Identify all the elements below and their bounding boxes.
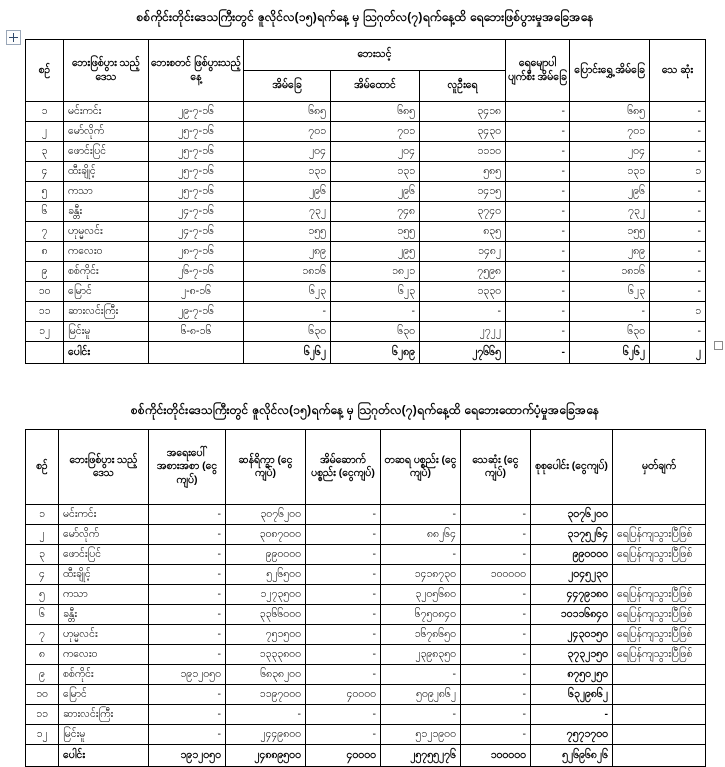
table-row bbox=[26, 142, 706, 162]
cell: ၁၀၀၀၀၀ bbox=[461, 565, 531, 585]
cell: ၆၃၂၉၈၆၂ bbox=[531, 685, 613, 705]
cell: ၄၄၇၉၁၈၀ bbox=[531, 585, 613, 605]
cell: ၁၁ bbox=[26, 705, 59, 725]
cell: ထီးချိုင့် bbox=[64, 162, 149, 182]
cell: ၂၀၄ bbox=[244, 142, 331, 162]
cell: ၁ bbox=[650, 162, 706, 182]
cell: ၆၂၃ bbox=[331, 282, 420, 302]
col-header-affected-group: ဘေးသင့် bbox=[244, 40, 506, 71]
table-row bbox=[26, 605, 706, 625]
cell: ၄ bbox=[26, 162, 64, 182]
cell: - bbox=[306, 725, 381, 745]
cell: ၇၃၂ bbox=[570, 202, 650, 222]
col-header-emergency-food: အရေးပေါ် အစားအစာ (ငွေကျပ်) bbox=[149, 430, 226, 505]
total-cell: ပေါင်း bbox=[64, 342, 149, 364]
total-cell: ၆၂၆၂ bbox=[570, 342, 650, 364]
cell: - bbox=[420, 302, 506, 322]
cell: ဆားလင်းကြီး bbox=[59, 705, 149, 725]
table-row bbox=[26, 262, 706, 282]
col-header-households: အိမ်ခြေ bbox=[244, 71, 331, 102]
cell: - bbox=[149, 565, 226, 585]
cell: ၁၃၁ bbox=[244, 162, 331, 182]
cell: ၆ bbox=[26, 202, 64, 222]
cell: - bbox=[306, 665, 381, 685]
cell: ၂၅-၇-၁၆ bbox=[149, 162, 244, 182]
cell: - bbox=[149, 545, 226, 565]
cell: ၁၈၁၆ bbox=[244, 262, 331, 282]
table-row bbox=[26, 162, 706, 182]
cell: ၃ bbox=[26, 142, 64, 162]
header-row bbox=[26, 40, 706, 71]
cell: ကသာ bbox=[64, 182, 149, 202]
cell: ၁၃၁ bbox=[570, 162, 650, 182]
cell: - bbox=[306, 525, 381, 545]
cell: ၃ bbox=[26, 545, 59, 565]
cell: ၃၀၇၆၂၀၀ bbox=[531, 505, 613, 525]
cell: ၁၂၇၃၅၀၀ bbox=[226, 585, 306, 605]
col-header-region: ဘေးဖြစ်ပွား သည့်ဒေသ bbox=[59, 430, 149, 505]
cell: - bbox=[461, 605, 531, 625]
cell: ၇၅၁၅၀၀ bbox=[226, 625, 306, 645]
table-row bbox=[26, 122, 706, 142]
cell: - bbox=[226, 705, 306, 725]
cell: - bbox=[506, 142, 570, 162]
cell: ၂၄၃၀၁၅၀ bbox=[531, 625, 613, 645]
cell: ၈၃၅ bbox=[420, 222, 506, 242]
table-row bbox=[26, 505, 706, 525]
cell: - bbox=[381, 665, 461, 685]
cell: - bbox=[506, 262, 570, 282]
cell: - bbox=[149, 725, 226, 745]
cell bbox=[613, 665, 706, 685]
cell: - bbox=[149, 685, 226, 705]
cell: ၁၂ bbox=[26, 725, 59, 745]
cell: ၅၈၅ bbox=[420, 162, 506, 182]
cell: ဖောင်းပြင် bbox=[59, 545, 149, 565]
cell: ၁၈၁၆ bbox=[570, 262, 650, 282]
cell: ၆၈၅ bbox=[331, 102, 420, 122]
cell: ၃၁၇၅၂၆၄ bbox=[531, 525, 613, 545]
cell: - bbox=[381, 505, 461, 525]
table-row bbox=[26, 705, 706, 725]
cell: - bbox=[650, 142, 706, 162]
cell: ၃၃၆၆၀၀၀ bbox=[226, 605, 306, 625]
col-header-death-aid: သေဆုံး (ငွေကျပ်) bbox=[461, 430, 531, 505]
col-header-no: စဉ် bbox=[26, 40, 64, 102]
cell: ၂၄၄၉၈၀၀ bbox=[226, 725, 306, 745]
cell: ၆-၈-၁၆ bbox=[149, 322, 244, 342]
cell: ခန္တီး bbox=[59, 605, 149, 625]
cell: - bbox=[331, 302, 420, 322]
cell: စစ်ကိုင်း bbox=[64, 262, 149, 282]
cell: ၆၈၅ bbox=[244, 102, 331, 122]
cell: - bbox=[506, 102, 570, 122]
cell: ၂၈၉ bbox=[244, 242, 331, 262]
cell: ၁ bbox=[650, 302, 706, 322]
col-header-population: လူဦးရေ bbox=[420, 71, 506, 102]
cell: ၆၃၀ bbox=[244, 322, 331, 342]
col-header-no: စဉ် bbox=[26, 430, 59, 505]
cell: ကလေးဝ bbox=[64, 242, 149, 262]
cell: မြောင် bbox=[59, 685, 149, 705]
cell: - bbox=[506, 282, 570, 302]
total-cell bbox=[26, 342, 64, 364]
cell: ရေပြန်ကျသွားပြီဖြစ် bbox=[613, 625, 706, 645]
cell: ၁၅၅ bbox=[244, 222, 331, 242]
cell: ၂၈၉ bbox=[570, 242, 650, 262]
table-row bbox=[26, 565, 706, 585]
cell: - bbox=[306, 565, 381, 585]
table-row bbox=[26, 585, 706, 605]
cell: - bbox=[650, 182, 706, 202]
header-row bbox=[26, 430, 706, 505]
cell: ၂ bbox=[26, 525, 59, 545]
cell: - bbox=[650, 242, 706, 262]
cell: - bbox=[506, 162, 570, 182]
cell: - bbox=[149, 625, 226, 645]
cell: ၂၃၉၈၃၅၀ bbox=[381, 645, 461, 665]
cell: - bbox=[149, 645, 226, 665]
cell: ၃၄၃၀ bbox=[420, 122, 506, 142]
cell: ၄ bbox=[26, 565, 59, 585]
table-move-handle-icon[interactable] bbox=[6, 30, 21, 45]
cell: ၁၀ bbox=[26, 685, 59, 705]
cell: ၉ bbox=[26, 665, 59, 685]
cell: ၁၉၁၂၀၅၀ bbox=[149, 665, 226, 685]
cell: မြင်းမူ bbox=[59, 725, 149, 745]
total-cell: ၂၄၈၈၉၅၀၀ bbox=[226, 745, 306, 767]
cell: ၁၄၁၅ bbox=[420, 182, 506, 202]
cell: ခန္တီး bbox=[64, 202, 149, 222]
cell: - bbox=[149, 505, 226, 525]
col-header-rice-ration: ဆန်ရိက္ခာ (ငွေကျပ်) bbox=[226, 430, 306, 505]
cell: ၂၅-၇-၁၆ bbox=[149, 182, 244, 202]
cell: ၂၀၄ bbox=[331, 142, 420, 162]
cell: ၈၈၂၆၄ bbox=[381, 525, 461, 545]
table-row bbox=[26, 545, 706, 565]
cell: - bbox=[149, 705, 226, 725]
cell: - bbox=[306, 605, 381, 625]
cell: - bbox=[650, 222, 706, 242]
table-row bbox=[26, 102, 706, 122]
cell: ၂၉၆ bbox=[244, 182, 331, 202]
cell bbox=[613, 685, 706, 705]
cell: ၂၄-၇-၁၆ bbox=[149, 202, 244, 222]
cell: - bbox=[506, 242, 570, 262]
cell: - bbox=[531, 705, 613, 725]
table-row bbox=[26, 685, 706, 705]
cell: - bbox=[650, 102, 706, 122]
cell: ၁၈၂၁ bbox=[331, 262, 420, 282]
cell: - bbox=[570, 302, 650, 322]
cell: ၈ bbox=[26, 242, 64, 262]
cell: ၅၀၉၂၈၆၂ bbox=[381, 685, 461, 705]
total-cell bbox=[26, 745, 59, 767]
cell: ရေပြန်ကျသွားပြီဖြစ် bbox=[613, 545, 706, 565]
cell: - bbox=[461, 545, 531, 565]
table-row bbox=[26, 202, 706, 222]
table-row bbox=[26, 525, 706, 545]
cell: ၂၈-၇-၁၆ bbox=[149, 242, 244, 262]
col-header-deaths: သေ ဆုံး bbox=[650, 40, 706, 102]
cell: - bbox=[306, 545, 381, 565]
cell: - bbox=[306, 645, 381, 665]
cell: ၇ bbox=[26, 625, 59, 645]
total-cell: ၂၇၆၆၅ bbox=[420, 342, 506, 364]
cell: ၁၅၅ bbox=[331, 222, 420, 242]
total-cell: ၆၂၈၉ bbox=[331, 342, 420, 364]
cell: ရေပြန်ကျသွားပြီဖြစ် bbox=[613, 585, 706, 605]
cell: ၇၃၂ bbox=[244, 202, 331, 222]
total-cell: ၂၅၇၅၅၂၇၆ bbox=[381, 745, 461, 767]
cell: ၁ bbox=[26, 102, 64, 122]
cell: ရေပြန်ကျသွားပြီဖြစ် bbox=[613, 525, 706, 545]
total-cell: ၅၂၆၉၆၈၂၆ bbox=[531, 745, 613, 767]
cell: ၁၀ bbox=[26, 282, 64, 302]
cell: - bbox=[306, 705, 381, 725]
cell: - bbox=[506, 202, 570, 222]
cell: ၁၃၁ bbox=[331, 162, 420, 182]
table-row bbox=[26, 302, 706, 322]
total-row bbox=[26, 745, 706, 767]
cell: - bbox=[650, 282, 706, 302]
cell: ၁၁၉၇၀၀၀ bbox=[226, 685, 306, 705]
cell: ၂ bbox=[26, 122, 64, 142]
col-header-grand-total: စုစုပေါင်း (ငွေကျပ်) bbox=[531, 430, 613, 505]
cell: ၆ bbox=[26, 605, 59, 625]
cell: ၇၀၁ bbox=[570, 122, 650, 142]
cell: ၆၃၀ bbox=[570, 322, 650, 342]
cell: - bbox=[381, 705, 461, 725]
cell: ကလေးဝ bbox=[59, 645, 149, 665]
cell: ၃၇၃၂၁၅၀ bbox=[531, 645, 613, 665]
cell: ၁၀၁၁၆၈၄၀ bbox=[531, 605, 613, 625]
cell bbox=[613, 725, 706, 745]
cell: ၉၉၀၀၀၀ bbox=[531, 545, 613, 565]
cell: - bbox=[461, 685, 531, 705]
cell bbox=[613, 505, 706, 525]
total-row bbox=[26, 342, 706, 364]
flood-relief-table bbox=[25, 429, 706, 767]
cell: ၇၀၁ bbox=[244, 122, 331, 142]
cell: ၂၀၄ bbox=[570, 142, 650, 162]
table-row bbox=[26, 322, 706, 342]
cell: ၁၄၁၈၇၃၀ bbox=[381, 565, 461, 585]
total-cell: ၂ bbox=[650, 342, 706, 364]
cell: ၆၂၃ bbox=[570, 282, 650, 302]
cell: ရေပြန်ကျသွားပြီဖြစ် bbox=[613, 645, 706, 665]
cell: ဟုမ္မလင်း bbox=[64, 222, 149, 242]
cell: - bbox=[461, 625, 531, 645]
cell: ၇၅၇၁၇၀၀ bbox=[531, 725, 613, 745]
cell: ရေပြန်ကျသွားပြီဖြစ် bbox=[613, 605, 706, 625]
cell: စစ်ကိုင်း bbox=[59, 665, 149, 685]
cell: မင်းကင်း bbox=[64, 102, 149, 122]
table-row bbox=[26, 242, 706, 262]
cell: - bbox=[506, 302, 570, 322]
cell: ၁၃၃၀ bbox=[420, 282, 506, 302]
cell: - bbox=[461, 725, 531, 745]
total-cell: ၄၀၀၀၀ bbox=[306, 745, 381, 767]
cell: ၄၀၀၀၀ bbox=[306, 685, 381, 705]
cell: ၁၆၇၈၆၅၀ bbox=[381, 625, 461, 645]
cell: ၃၇၄၀ bbox=[420, 202, 506, 222]
table-row bbox=[26, 222, 706, 242]
cell: - bbox=[149, 585, 226, 605]
table1-title: စစ်ကိုင်းတိုင်းဒေသကြီးတွင် ဇူလိုင်လ(၁၅)ရက်နေ့ မှ ဩဂုတ်လ(၇)ရက်နေ့ထိ ရေဘေးဖြစ်ပွားမှုအခြေအနေ bbox=[136, 10, 594, 24]
cell: ၁၁၁၀ bbox=[420, 142, 506, 162]
cell bbox=[613, 565, 706, 585]
total-cell: - bbox=[506, 342, 570, 364]
cell: ၂၆-၇-၁၆ bbox=[149, 262, 244, 282]
cell: - bbox=[650, 122, 706, 142]
cell: - bbox=[506, 222, 570, 242]
cell: - bbox=[149, 525, 226, 545]
cell: ၂၇၂၂ bbox=[420, 322, 506, 342]
cell: ၁ bbox=[26, 505, 59, 525]
col-header-relief-supplies: တဆရ ပစ္စည်း (ငွေကျပ်) bbox=[381, 430, 461, 505]
cell: - bbox=[461, 645, 531, 665]
cell: ထီးချိုင့် bbox=[59, 565, 149, 585]
cell: - bbox=[461, 525, 531, 545]
cell: မင်းကင်း bbox=[59, 505, 149, 525]
cell: ၅၂၆၅၀၀ bbox=[226, 565, 306, 585]
cell: ၂၉၆ bbox=[570, 182, 650, 202]
cell: ၂၉၅ bbox=[331, 242, 420, 262]
cell bbox=[613, 705, 706, 725]
cell: ၇ bbox=[26, 222, 64, 242]
cell: - bbox=[306, 505, 381, 525]
flood-occurrence-table bbox=[25, 39, 706, 364]
cell: - bbox=[381, 545, 461, 565]
total-cell bbox=[149, 342, 244, 364]
total-cell: ပေါင်း bbox=[59, 745, 149, 767]
col-header-house-materials: အိမ်ဆောက် ပစ္စည်း (ငွေကျပ်) bbox=[306, 430, 381, 505]
cell: ၆၇၅၀၈၄၀ bbox=[381, 605, 461, 625]
cell: ၅ bbox=[26, 182, 64, 202]
col-header-families: အိမ်ထောင် bbox=[331, 71, 420, 102]
cell: ၇၄၈ bbox=[331, 202, 420, 222]
cell: ၅၁၂၁၉၀၀ bbox=[381, 725, 461, 745]
cell: ၉၉၀၀၀၀ bbox=[226, 545, 306, 565]
cell: ကသာ bbox=[59, 585, 149, 605]
cell: - bbox=[461, 585, 531, 605]
cell: - bbox=[461, 505, 531, 525]
cell: - bbox=[306, 585, 381, 605]
cell: ၁၁ bbox=[26, 302, 64, 322]
cell: - bbox=[506, 322, 570, 342]
cell: ၈ bbox=[26, 645, 59, 665]
cell: ဟုမ္မလင်း bbox=[59, 625, 149, 645]
cell: ၁၅၅ bbox=[570, 222, 650, 242]
cell: ၁၄၈၂ bbox=[420, 242, 506, 262]
cell: မြောင် bbox=[64, 282, 149, 302]
cell: ၂၀၄၅၂၃၀ bbox=[531, 565, 613, 585]
cell: - bbox=[650, 322, 706, 342]
table-row bbox=[26, 645, 706, 665]
table-row bbox=[26, 282, 706, 302]
cell: ၂၉-၇-၁၆ bbox=[149, 302, 244, 322]
cell: မော်လိုက် bbox=[64, 122, 149, 142]
cell: - bbox=[306, 625, 381, 645]
cell: - bbox=[461, 705, 531, 725]
table-resize-handle-icon[interactable] bbox=[714, 341, 723, 350]
cell: ၉ bbox=[26, 262, 64, 282]
cell: ၂၄-၇-၁၆ bbox=[149, 222, 244, 242]
total-cell bbox=[613, 745, 706, 767]
col-header-remark: မှတ်ချက် bbox=[613, 430, 706, 505]
cell: ၂၅-၇-၁၆ bbox=[149, 142, 244, 162]
cell: မြင်းမူ bbox=[64, 322, 149, 342]
cell: ၃၀၇၆၂၀၀ bbox=[226, 505, 306, 525]
cell: ဆားလင်းကြီး bbox=[64, 302, 149, 322]
table2-title: စစ်ကိုင်းတိုင်းဒေသကြီးတွင် ဇူလိုင်လ(၁၅)ရက်နေ့ မှ ဩဂုတ်လ(၇)ရက်နေ့ထိ ရေဘေးထောက်ပံ့မှုအခြေအနေ bbox=[130, 403, 600, 417]
total-cell: ၆၂၆၂ bbox=[244, 342, 331, 364]
cell: ၂၉၆ bbox=[331, 182, 420, 202]
cell: ၆၂၃ bbox=[244, 282, 331, 302]
cell: - bbox=[650, 262, 706, 282]
cell: ၁၂ bbox=[26, 322, 64, 342]
cell: ၂-၈-၁၆ bbox=[149, 282, 244, 302]
col-header-region: ဘေးဖြစ်ပွား သည့်ဒေသ bbox=[64, 40, 149, 102]
cell: မော်လိုက် bbox=[59, 525, 149, 545]
cell: ၆၃၀ bbox=[331, 322, 420, 342]
cell: ၂၅-၇-၁၆ bbox=[149, 122, 244, 142]
cell: ၃၂၀၅၆၈၀ bbox=[381, 585, 461, 605]
cell: ၂၉-၇-၁၆ bbox=[149, 102, 244, 122]
cell: - bbox=[506, 122, 570, 142]
table-row bbox=[26, 625, 706, 645]
table-row bbox=[26, 665, 706, 685]
table-row bbox=[26, 725, 706, 745]
cell: ၃၀၈၇၀၀၀ bbox=[226, 525, 306, 545]
col-header-relocated: ပြောင်းရွှေ့ အိမ်ခြေ bbox=[570, 40, 650, 102]
cell: ၇၀၁ bbox=[331, 122, 420, 142]
cell: ၈၇၅၀၂၅၀ bbox=[531, 665, 613, 685]
col-header-start-date: ဘေးစတင် ဖြစ်ပွားသည့်နေ့ bbox=[149, 40, 244, 102]
cell: ၅ bbox=[26, 585, 59, 605]
cell: ၆၈၅ bbox=[570, 102, 650, 122]
cell: - bbox=[244, 302, 331, 322]
cell: - bbox=[461, 665, 531, 685]
cell: - bbox=[149, 605, 226, 625]
col-header-washed-away: ရေမျောပါ ပျက်စီး အိမ်ခြေ bbox=[506, 40, 570, 102]
total-cell: ၁၉၁၂၀၅၀ bbox=[149, 745, 226, 767]
total-cell: ၁၀၀၀၀၀ bbox=[461, 745, 531, 767]
cell: ၁၃၃၃၈၀၀ bbox=[226, 645, 306, 665]
cell: - bbox=[506, 182, 570, 202]
cell: ၆၈၃၈၂၀၀ bbox=[226, 665, 306, 685]
cell: ၃၄၁၈ bbox=[420, 102, 506, 122]
cell: - bbox=[650, 202, 706, 222]
cell: ဖောင်းပြင် bbox=[64, 142, 149, 162]
cell: ၇၅၉၈ bbox=[420, 262, 506, 282]
table-row bbox=[26, 182, 706, 202]
